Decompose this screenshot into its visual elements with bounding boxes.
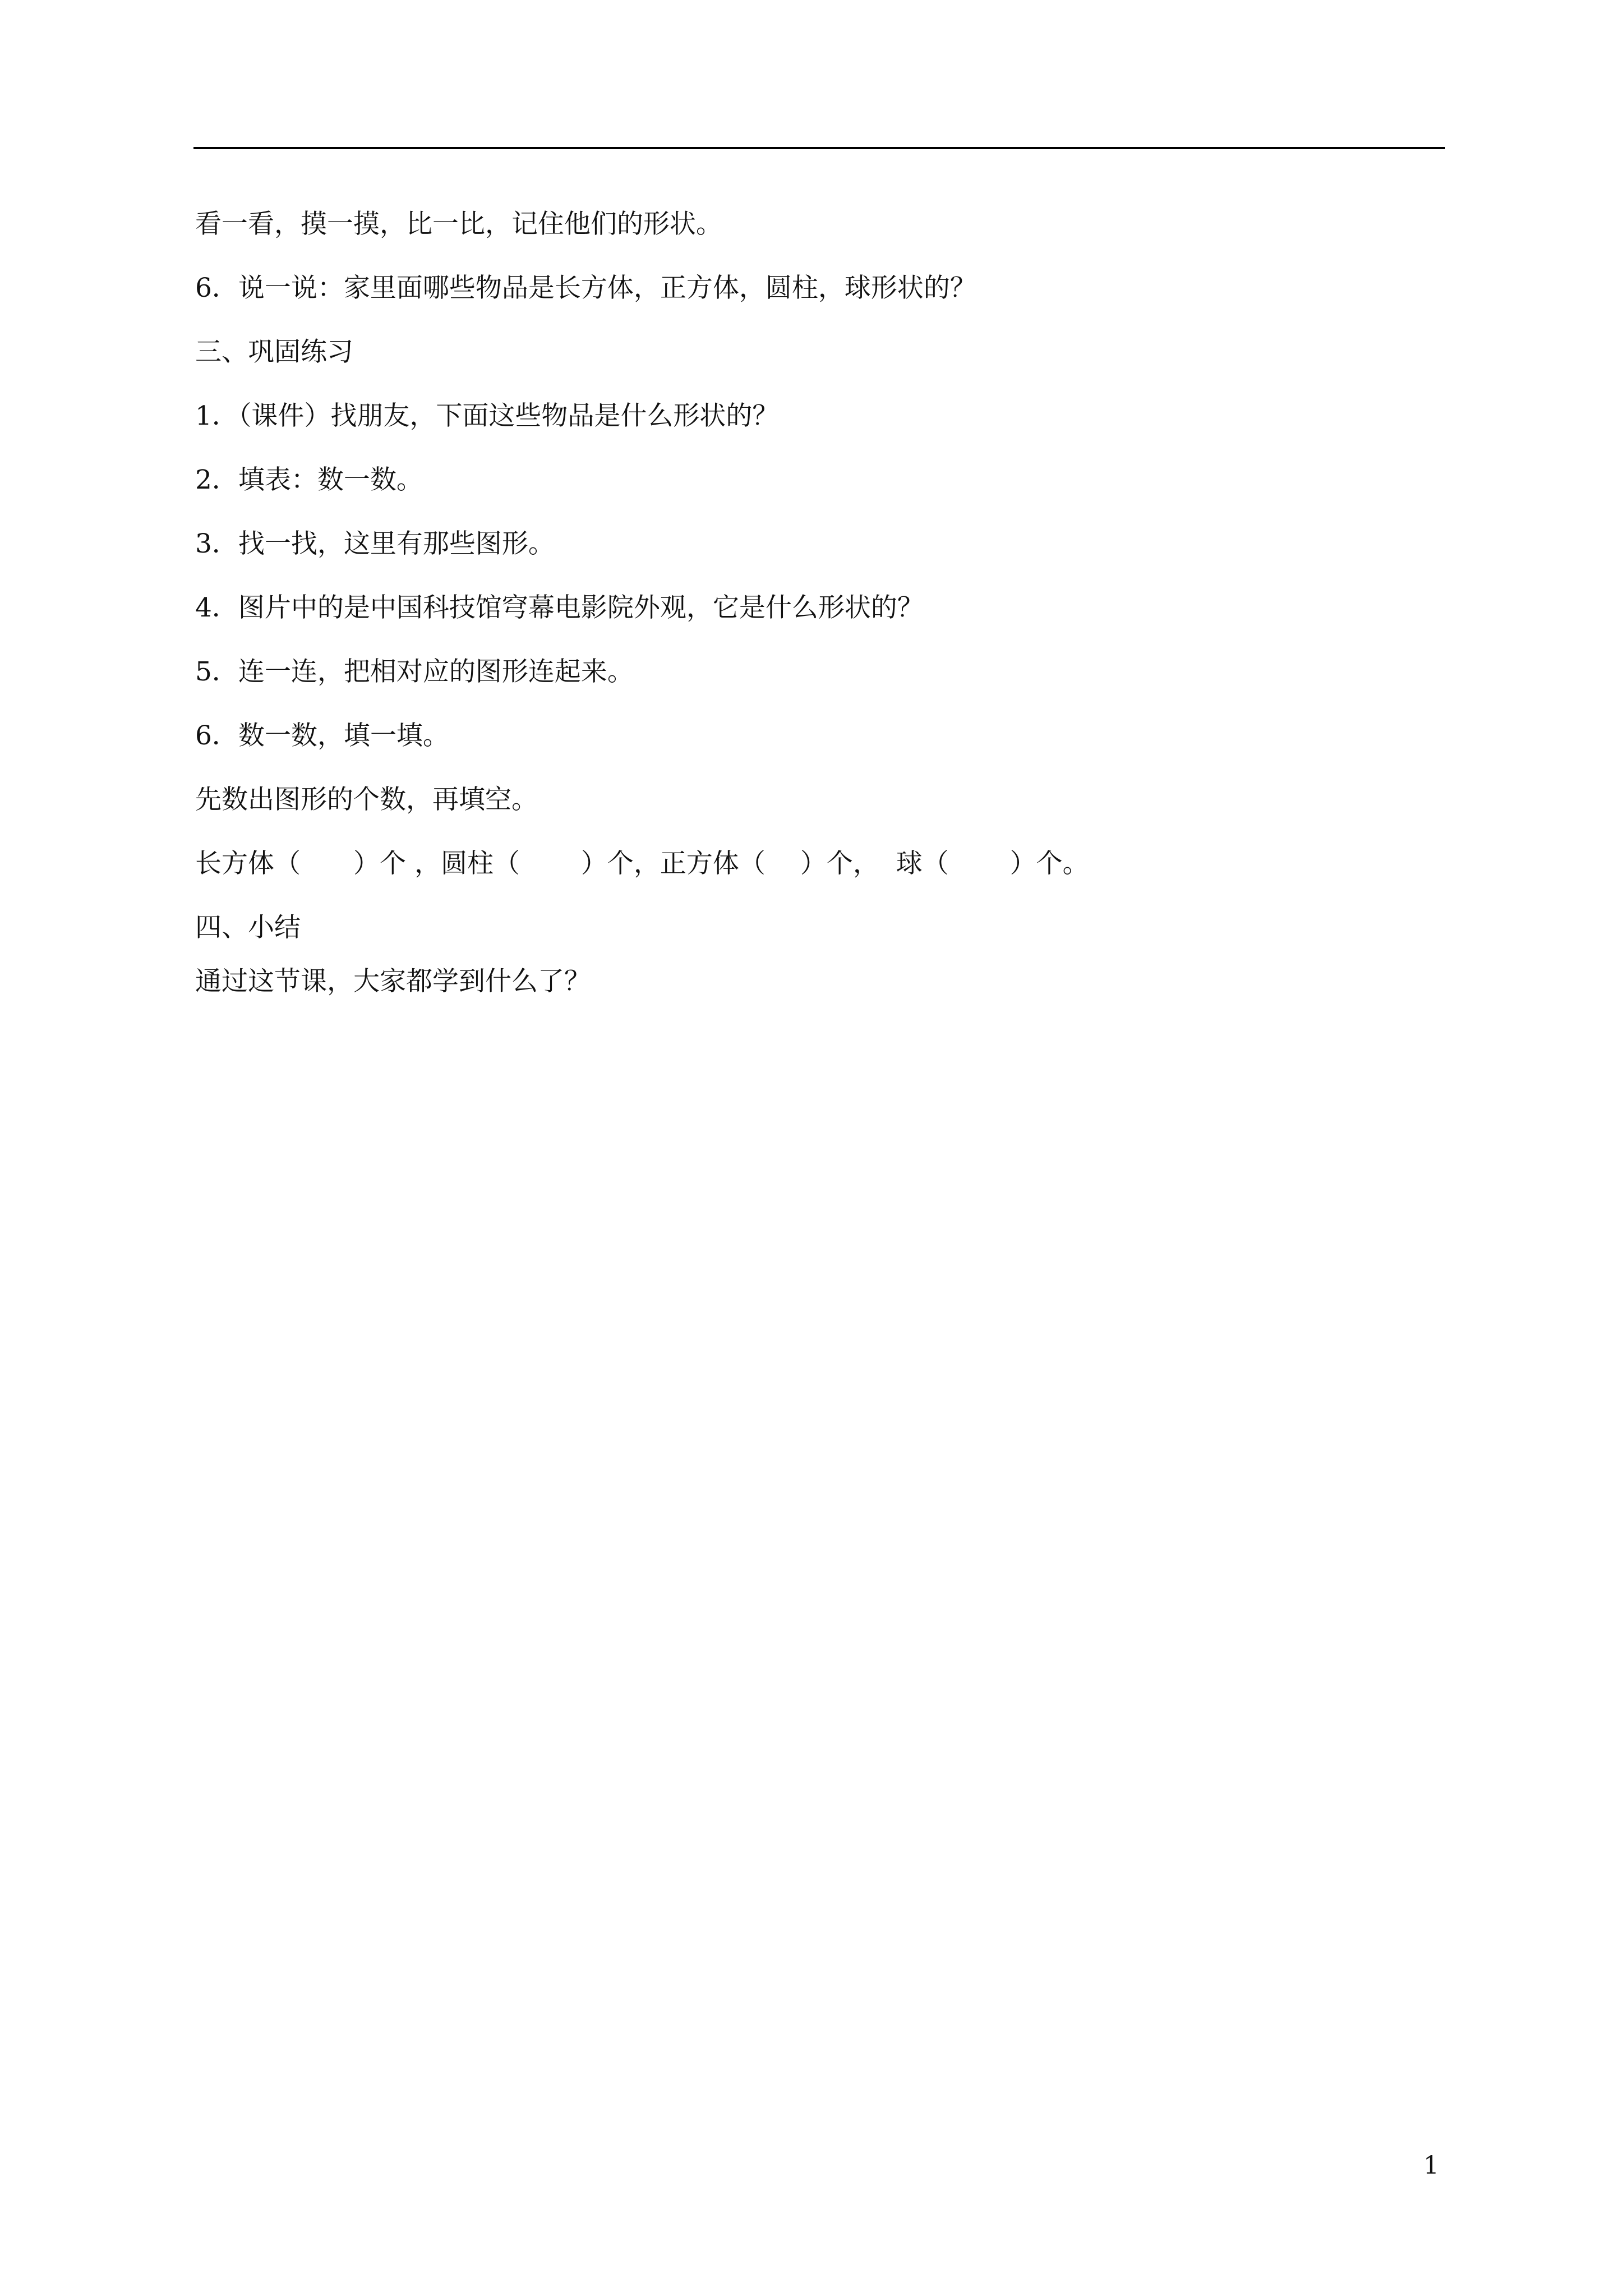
document-body: [195, 208, 1446, 1029]
paragraph: 通过这节课，大家都学到什么了？: [195, 966, 591, 997]
section-heading: 四、小结: [195, 912, 301, 943]
paragraph: 4．图片中的是中国科技馆穹幕电影院外观，它是什么形状的？: [195, 592, 924, 623]
paragraph: 2．填表：数一数。: [195, 464, 423, 495]
paragraph: 3．找一找，这里有那些图形。: [195, 528, 555, 559]
section-heading: 三、巩固练习: [195, 337, 353, 367]
paragraph: 6．数一数，填一填。: [195, 720, 449, 751]
fill-in-blank-line: 长方体（ ）个 ，圆柱（ ）个，正方体（ ）个， 球（ ）个。: [195, 848, 1089, 879]
header-rule: [193, 147, 1445, 149]
paragraph: 看一看，摸一摸，比一比，记住他们的形状。: [195, 209, 722, 240]
paragraph: 先数出图形的个数，再填空。: [195, 784, 538, 815]
paragraph: 1．（课件）找朋友，下面这些物品是什么形状的？: [195, 401, 779, 431]
page-number: 1: [1423, 2151, 1439, 2180]
paragraph: 6．说一说：家里面哪些物品是长方体，正方体，圆柱，球形状的？: [195, 273, 976, 303]
paragraph: 5．连一连，把相对应的图形连起来。: [195, 656, 634, 687]
